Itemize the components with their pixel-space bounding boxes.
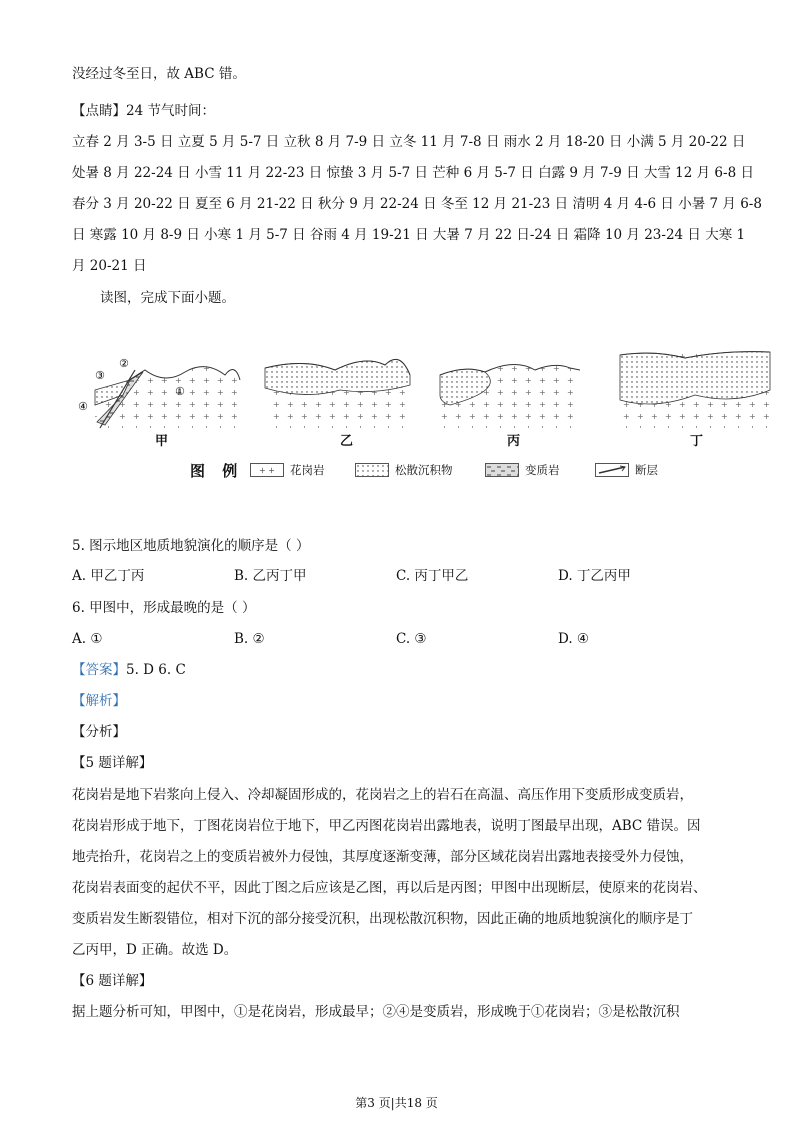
panel-yi — [265, 359, 410, 428]
q5-option-b: B. 乙丙丁甲 — [234, 568, 307, 584]
panel-label-yi: 乙 — [340, 434, 354, 449]
q5-option-d: D. 丁乙丙甲 — [558, 568, 631, 584]
tip-heading: 【点睛】24 节气时间： — [72, 103, 215, 119]
detail-5-heading: 【5 题详解】 — [72, 755, 153, 771]
marker-4: ④ — [78, 400, 88, 413]
legend-item-sediment — [355, 462, 453, 478]
question-5-stem: 5. 图示地区地质地貌演化的顺序是（ ） — [72, 538, 310, 554]
marker-1: ① — [175, 385, 185, 398]
answer-label: 【答案】 — [72, 662, 126, 678]
q6-option-d: D. ④ — [558, 631, 590, 647]
legend-item-metamorphic — [485, 462, 560, 478]
q5-option-a: A. 甲乙丁丙 — [72, 568, 145, 584]
legend-title: 图 例 — [190, 462, 244, 480]
analysis-heading: 【解析】 — [72, 693, 126, 709]
text-line: 日 寒露 10 月 8-9 日 小寒 1 月 5-7 日 谷雨 4 月 19-21 日 大暑 7 月 22 日-24 日 霜降 10 月 23-24 日 大寒 1 — [72, 227, 746, 243]
text-line: 花岗岩表面变的起伏不平，因此丁图之后应该是乙图，再以后是丙图；甲图中出现断层，使原来的花岗岩、 — [72, 880, 707, 896]
panel-label-ding: 丁 — [690, 434, 704, 449]
legend-label: 断层 — [635, 463, 658, 477]
sediment-swatch — [355, 463, 389, 477]
text-line: 春分 3 月 20-22 日 夏至 6 月 21-22 日 秋分 9 月 22-24 日 冬至 12 月 21-23 日 清明 4 月 4-6 日 小暑 7 月 6-8 — [72, 196, 762, 212]
text-line: 变质岩发生断裂错位，相对下沉的部分接受沉积，出现松散沉积物，因此正确的地质地貌演化的顺序是丁 — [72, 911, 693, 927]
marker-3: ③ — [95, 369, 105, 382]
figure-legend — [190, 460, 690, 484]
legend-item-granite — [250, 462, 325, 478]
text-line: 乙丙甲，D 正确。故选 D。 — [72, 942, 238, 958]
legend-label: 变质岩 — [525, 463, 560, 477]
text-line: 月 20-21 日 — [72, 258, 147, 274]
marker-2: ② — [119, 357, 129, 370]
text-line: 花岗岩形成于地下，丁图花岗岩位于地下，甲乙丙图花岗岩出露地表，说明丁图最早出现，ABC 错误。因 — [72, 818, 701, 834]
page-footer: 第3 页|共18 页 — [355, 1096, 438, 1110]
q5-option-c: C. 丙丁甲乙 — [396, 568, 469, 584]
text-line: 地壳抬升，花岗岩之上的变质岩被外力侵蚀，其厚度逐渐变薄，部分区域花岗岩出露地表接受外力侵蚀， — [72, 849, 693, 865]
text-line: 据上题分析可知，甲图中，①是花岗岩，形成最早；②④是变质岩，形成晚于①花岗岩；③是松散沉积 — [72, 1004, 680, 1020]
text-line: 处暑 8 月 22-24 日 小雪 11 月 22-23 日 惊蛰 3 月 5-7 日 芒种 6 月 5-7 日 白露 9 月 7-9 日 大雪 12 月 6-8 日 — [72, 165, 754, 181]
panel-label-bing: 丙 — [507, 434, 521, 449]
q6-option-b: B. ② — [234, 631, 265, 647]
answer-value: 5. D 6. C — [126, 662, 186, 678]
q6-option-a: A. ① — [72, 631, 103, 647]
panel-label-jia: 甲 — [155, 434, 169, 449]
question-6-stem: 6. 甲图中，形成最晚的是（ ） — [72, 600, 256, 616]
panel-ding — [620, 352, 770, 428]
detail-6-heading: 【6 题详解】 — [72, 973, 153, 989]
fenxi-heading: 【分析】 — [72, 724, 126, 740]
text-line: 没经过冬至日，故 ABC 错。 — [72, 66, 246, 82]
svg-text:+ +: + + — [259, 466, 275, 475]
fault-swatch — [595, 463, 629, 477]
metamorphic-swatch — [485, 463, 519, 477]
instruction: 读图，完成下面小题。 — [100, 290, 235, 306]
legend-item-fault — [595, 462, 658, 478]
panel-jia — [78, 357, 240, 428]
text-line: 立春 2 月 3-5 日 立夏 5 月 5-7 日 立秋 8 月 7-9 日 立冬 11 月 7-8 日 雨水 2 月 18-20 日 小满 5 月 20-22 日 — [72, 134, 746, 150]
text-line: 花岗岩是地下岩浆向上侵入、冷却凝固形成的，花岗岩之上的岩石在高温、高压作用下变质形成变质岩， — [72, 787, 693, 803]
answer-line — [72, 660, 186, 680]
panel-bing — [440, 364, 580, 428]
q6-option-c: C. ③ — [396, 631, 427, 647]
granite-swatch — [250, 463, 284, 477]
legend-label: 松散沉积物 — [395, 463, 453, 477]
legend-label: 花岗岩 — [290, 463, 325, 477]
